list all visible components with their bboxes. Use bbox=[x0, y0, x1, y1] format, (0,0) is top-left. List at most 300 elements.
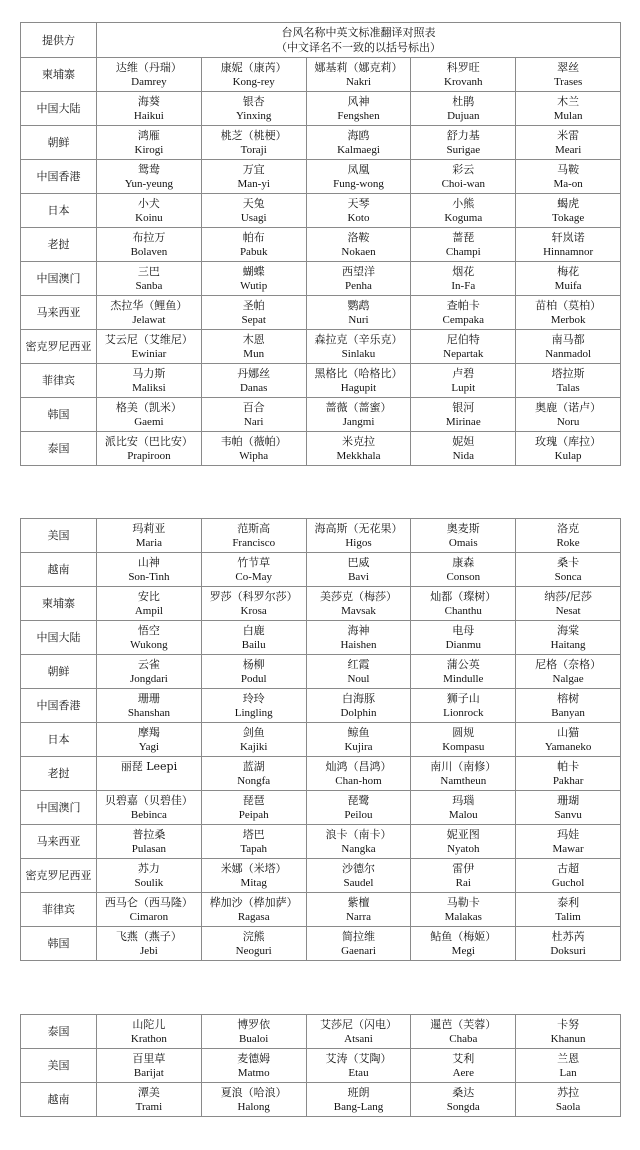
english-name: Trases bbox=[553, 76, 583, 88]
typhoon-name-cell bbox=[201, 194, 306, 228]
chinese-name: 红霞 bbox=[347, 658, 370, 671]
english-name: Wukong bbox=[130, 639, 168, 651]
chinese-name: 剑鱼 bbox=[242, 726, 265, 739]
typhoon-name-cell bbox=[516, 723, 621, 757]
provider-cell: 朝鲜 bbox=[21, 655, 97, 689]
chinese-name: 轩岚诺 bbox=[551, 231, 585, 244]
typhoon-name-cell bbox=[97, 330, 202, 364]
chinese-name: 西马仑（西马隆） bbox=[104, 896, 193, 909]
chinese-name: 银杏 bbox=[242, 95, 265, 108]
english-name: Nangka bbox=[341, 843, 376, 855]
chinese-name: 珊瑚 bbox=[557, 794, 580, 807]
english-name: Shanshan bbox=[127, 707, 170, 719]
typhoon-name-cell bbox=[97, 757, 202, 791]
typhoon-name-cell bbox=[97, 689, 202, 723]
english-name: Matmo bbox=[237, 1067, 270, 1079]
chinese-name: 塔拉斯 bbox=[551, 367, 585, 380]
english-name: Surigae bbox=[446, 144, 481, 156]
english-name: Jebi bbox=[140, 945, 158, 957]
table-row bbox=[21, 398, 621, 432]
typhoon-name-cell bbox=[306, 160, 411, 194]
chinese-name: 圣帕 bbox=[242, 299, 265, 312]
chinese-name: 鹦鹉 bbox=[347, 299, 370, 312]
english-name: Bailu bbox=[241, 639, 266, 651]
chinese-name: 榕树 bbox=[557, 692, 580, 705]
typhoon-name-cell bbox=[97, 228, 202, 262]
english-name: Usagi bbox=[240, 212, 267, 224]
typhoon-name-cell bbox=[306, 398, 411, 432]
typhoon-table-2 bbox=[20, 518, 621, 961]
chinese-name: 浪卡（南卡） bbox=[325, 828, 392, 841]
chinese-name: 桑卡 bbox=[557, 556, 580, 569]
chinese-name: 万宜 bbox=[242, 163, 265, 176]
chinese-name: 鸿雁 bbox=[137, 129, 160, 142]
typhoon-name-cell bbox=[411, 587, 516, 621]
typhoon-name-cell bbox=[516, 655, 621, 689]
english-name: Krathon bbox=[130, 1033, 167, 1045]
typhoon-name-cell bbox=[306, 228, 411, 262]
chinese-name: 海高斯（无花果） bbox=[314, 522, 403, 535]
typhoon-name-cell bbox=[201, 296, 306, 330]
english-name: Songda bbox=[446, 1101, 480, 1113]
chinese-name: 普拉桑 bbox=[132, 828, 166, 841]
english-name: Jangmi bbox=[342, 416, 375, 428]
english-name: Tapah bbox=[240, 843, 268, 855]
english-name: Prapiroon bbox=[127, 450, 171, 462]
typhoon-name-cell bbox=[411, 621, 516, 655]
provider-cell: 美国 bbox=[21, 519, 97, 553]
english-name: Dianmu bbox=[445, 639, 482, 651]
typhoon-name-cell bbox=[306, 519, 411, 553]
english-name: Pabuk bbox=[239, 246, 268, 258]
chinese-name: 古超 bbox=[557, 862, 580, 875]
chinese-name: 西望洋 bbox=[341, 265, 375, 278]
english-name: Saudel bbox=[343, 877, 374, 889]
english-name: Co-May bbox=[235, 571, 273, 583]
english-name: Francisco bbox=[232, 537, 276, 549]
english-name: Pakhar bbox=[552, 775, 584, 787]
typhoon-name-cell bbox=[516, 689, 621, 723]
english-name: Haikui bbox=[133, 110, 164, 122]
chinese-name: 帕卡 bbox=[557, 760, 580, 773]
chinese-name: 三巴 bbox=[137, 265, 160, 278]
typhoon-name-cell bbox=[201, 723, 306, 757]
typhoon-name-cell bbox=[411, 432, 516, 466]
typhoon-name-cell bbox=[201, 262, 306, 296]
typhoon-name-cell bbox=[306, 723, 411, 757]
chinese-name: 简拉维 bbox=[341, 930, 375, 943]
english-name: Aere bbox=[452, 1067, 474, 1079]
english-name: Mavsak bbox=[341, 605, 376, 617]
chinese-name: 紫檀 bbox=[347, 896, 370, 909]
chinese-name: 桃芝（桃梗） bbox=[220, 129, 287, 142]
english-name: Kulap bbox=[554, 450, 582, 462]
table-2-body bbox=[21, 519, 621, 961]
typhoon-table-1 bbox=[20, 22, 621, 466]
chinese-name: 天琴 bbox=[347, 197, 370, 210]
english-name: Dolphin bbox=[340, 707, 377, 719]
chinese-name: 竹节草 bbox=[237, 556, 271, 569]
chinese-name: 卡努 bbox=[557, 1018, 580, 1031]
table-row bbox=[21, 893, 621, 927]
table-row bbox=[21, 791, 621, 825]
typhoon-name-cell bbox=[516, 825, 621, 859]
english-name: Barijat bbox=[133, 1067, 164, 1079]
chinese-name: 贝碧嘉（贝碧佳） bbox=[104, 794, 193, 807]
english-name: Choi-wan bbox=[441, 178, 485, 190]
table-row bbox=[21, 296, 621, 330]
title-line-2: （中文译名不一致的以括号标出） bbox=[276, 41, 442, 54]
english-name: Wipha bbox=[239, 450, 269, 462]
table-row bbox=[21, 58, 621, 92]
typhoon-name-cell bbox=[97, 859, 202, 893]
typhoon-name-cell bbox=[411, 689, 516, 723]
english-name: Namtheun bbox=[440, 775, 487, 787]
chinese-name: 摩羯 bbox=[137, 726, 160, 739]
provider-cell: 中国澳门 bbox=[21, 262, 97, 296]
typhoon-name-cell bbox=[411, 791, 516, 825]
typhoon-name-cell bbox=[516, 160, 621, 194]
english-name: Gaemi bbox=[134, 416, 164, 428]
typhoon-name-cell bbox=[97, 927, 202, 961]
typhoon-name-cell bbox=[201, 330, 306, 364]
typhoon-name-cell bbox=[411, 1083, 516, 1117]
english-name: Krovanh bbox=[444, 76, 483, 88]
chinese-name: 洛克 bbox=[557, 522, 580, 535]
english-name: Merbok bbox=[550, 314, 586, 326]
chinese-name: 艾利 bbox=[452, 1052, 475, 1065]
chinese-name: 尼格（奈格） bbox=[535, 658, 602, 671]
typhoon-name-cell bbox=[201, 825, 306, 859]
chinese-name: 海葵 bbox=[137, 95, 160, 108]
chinese-name: 南川（南修） bbox=[430, 760, 497, 773]
chinese-name: 蒲公英 bbox=[446, 658, 480, 671]
chinese-name: 卢碧 bbox=[452, 367, 475, 380]
english-name: Pulasan bbox=[131, 843, 167, 855]
table-row bbox=[21, 1015, 621, 1049]
provider-cell: 中国香港 bbox=[21, 689, 97, 723]
typhoon-name-cell bbox=[411, 1015, 516, 1049]
english-name: Malakas bbox=[444, 911, 482, 923]
typhoon-name-cell bbox=[306, 1015, 411, 1049]
chinese-name: 琵琶 bbox=[242, 794, 265, 807]
english-name: Soulik bbox=[134, 877, 164, 889]
typhoon-name-cell bbox=[306, 364, 411, 398]
provider-cell: 老挝 bbox=[21, 228, 97, 262]
english-name: Bualoi bbox=[239, 1033, 269, 1045]
chinese-name: 蔷琵 bbox=[452, 231, 475, 244]
chinese-name: 玛莉亚 bbox=[132, 522, 166, 535]
english-name: Talim bbox=[555, 911, 581, 923]
provider-cell: 中国香港 bbox=[21, 160, 97, 194]
table-row bbox=[21, 825, 621, 859]
chinese-name: 海鸥 bbox=[347, 129, 370, 142]
typhoon-name-cell bbox=[516, 1083, 621, 1117]
english-name: Nida bbox=[452, 450, 474, 462]
english-name: Noru bbox=[556, 416, 580, 428]
typhoon-name-cell bbox=[201, 621, 306, 655]
english-name: Danas bbox=[239, 382, 268, 394]
english-name: Peipah bbox=[238, 809, 269, 821]
english-name: Haishen bbox=[340, 639, 377, 651]
chinese-name: 马力斯 bbox=[132, 367, 166, 380]
typhoon-name-cell bbox=[306, 194, 411, 228]
chinese-name: 山陀儿 bbox=[132, 1018, 166, 1031]
english-name: Lupit bbox=[451, 382, 476, 394]
chinese-name: 玫瑰（库拉） bbox=[535, 435, 602, 448]
provider-cell: 日本 bbox=[21, 723, 97, 757]
english-name: Yun-yeung bbox=[124, 178, 174, 190]
chinese-name: 奥鹿（诺卢） bbox=[535, 401, 602, 414]
chinese-name: 妮亚图 bbox=[446, 828, 480, 841]
english-name: Peilou bbox=[344, 809, 373, 821]
typhoon-name-cell bbox=[306, 92, 411, 126]
chinese-name: 烟花 bbox=[452, 265, 475, 278]
chinese-name: 小犬 bbox=[137, 197, 160, 210]
chinese-name: 凤凰 bbox=[347, 163, 370, 176]
typhoon-name-cell bbox=[411, 927, 516, 961]
english-name: Conson bbox=[446, 571, 481, 583]
table-header-row bbox=[21, 23, 621, 58]
english-name: Trami bbox=[135, 1101, 163, 1113]
english-name: Nongfa bbox=[237, 775, 271, 787]
typhoon-name-cell bbox=[201, 791, 306, 825]
chinese-name: 琵鹭 bbox=[347, 794, 370, 807]
typhoon-name-cell bbox=[411, 296, 516, 330]
chinese-name: 彩云 bbox=[452, 163, 475, 176]
english-name: Fung-wong bbox=[333, 178, 384, 190]
chinese-name: 范斯高 bbox=[237, 522, 271, 535]
typhoon-name-cell bbox=[411, 893, 516, 927]
english-name: Atsani bbox=[344, 1033, 373, 1045]
typhoon-name-cell bbox=[201, 859, 306, 893]
chinese-name: 灿都（璨树） bbox=[430, 590, 497, 603]
typhoon-name-cell bbox=[97, 553, 202, 587]
typhoon-name-cell bbox=[201, 126, 306, 160]
typhoon-name-cell bbox=[411, 825, 516, 859]
typhoon-name-cell bbox=[516, 194, 621, 228]
english-name: Sanvu bbox=[554, 809, 582, 821]
english-name: Cimaron bbox=[129, 911, 169, 923]
english-name: Nari bbox=[243, 416, 264, 428]
chinese-name: 米娜（米塔） bbox=[220, 862, 287, 875]
table-row bbox=[21, 927, 621, 961]
typhoon-name-cell bbox=[97, 364, 202, 398]
english-name: Mawar bbox=[552, 843, 584, 855]
typhoon-name-cell bbox=[201, 398, 306, 432]
typhoon-name-cell bbox=[306, 655, 411, 689]
chinese-name: 博罗依 bbox=[237, 1018, 271, 1031]
chinese-name: 安比 bbox=[137, 590, 160, 603]
chinese-name: 银河 bbox=[452, 401, 475, 414]
provider-cell: 朝鲜 bbox=[21, 126, 97, 160]
typhoon-name-cell bbox=[516, 330, 621, 364]
chinese-name: 娜基莉（娜克莉） bbox=[314, 61, 403, 74]
typhoon-name-cell bbox=[201, 92, 306, 126]
english-name: Narra bbox=[345, 911, 372, 923]
chinese-name: 圆规 bbox=[452, 726, 475, 739]
english-name: Banyan bbox=[551, 707, 585, 719]
provider-cell: 中国大陆 bbox=[21, 621, 97, 655]
typhoon-name-cell bbox=[201, 587, 306, 621]
table-row bbox=[21, 330, 621, 364]
english-name: Ampil bbox=[134, 605, 163, 617]
chinese-name: 桦加沙（桦加萨） bbox=[209, 896, 298, 909]
chinese-name: 杰拉华（鲤鱼） bbox=[110, 299, 188, 312]
chinese-name: 白鹿 bbox=[242, 624, 265, 637]
typhoon-name-cell bbox=[97, 791, 202, 825]
table-row bbox=[21, 655, 621, 689]
typhoon-name-cell bbox=[306, 621, 411, 655]
table-row bbox=[21, 519, 621, 553]
table-row bbox=[21, 723, 621, 757]
english-name: Lionrock bbox=[443, 707, 484, 719]
chinese-name: 百合 bbox=[242, 401, 265, 414]
provider-cell: 柬埔寨 bbox=[21, 587, 97, 621]
english-name: Bolaven bbox=[130, 246, 168, 258]
chinese-name: 电母 bbox=[452, 624, 475, 637]
typhoon-name-cell bbox=[411, 519, 516, 553]
provider-cell: 中国澳门 bbox=[21, 791, 97, 825]
english-name: Kajiki bbox=[239, 741, 268, 753]
chinese-name: 苏拉 bbox=[557, 1086, 580, 1099]
typhoon-name-cell bbox=[97, 825, 202, 859]
english-name: Doksuri bbox=[550, 945, 586, 957]
typhoon-name-cell bbox=[411, 859, 516, 893]
english-name: Mirinae bbox=[445, 416, 481, 428]
chinese-name: 美莎克（梅莎） bbox=[319, 590, 397, 603]
table-row bbox=[21, 228, 621, 262]
chinese-name: 查帕卡 bbox=[446, 299, 480, 312]
chinese-name: 夏浪（哈浪） bbox=[220, 1086, 287, 1099]
chinese-name: 马勒卡 bbox=[446, 896, 480, 909]
typhoon-name-cell bbox=[516, 228, 621, 262]
chinese-name: 鲸鱼 bbox=[347, 726, 370, 739]
english-name: Bang-Lang bbox=[333, 1101, 384, 1113]
english-name: Chan-hom bbox=[335, 775, 382, 787]
english-name: Ragasa bbox=[237, 911, 270, 923]
typhoon-name-cell bbox=[201, 927, 306, 961]
provider-cell: 中国大陆 bbox=[21, 92, 97, 126]
chinese-name: 康森 bbox=[452, 556, 475, 569]
english-name: Yamaneko bbox=[544, 741, 592, 753]
typhoon-name-cell bbox=[201, 58, 306, 92]
typhoon-name-cell bbox=[306, 432, 411, 466]
chinese-name: 灿鸿（昌鸿） bbox=[325, 760, 392, 773]
chinese-name: 天兔 bbox=[242, 197, 265, 210]
english-name: Kong-rey bbox=[232, 76, 275, 88]
typhoon-name-cell bbox=[306, 587, 411, 621]
chinese-name: 百里草 bbox=[132, 1052, 166, 1065]
typhoon-name-cell bbox=[306, 126, 411, 160]
chinese-name: 泰利 bbox=[557, 896, 580, 909]
english-name: Mulan bbox=[553, 110, 583, 122]
english-name: Bebinca bbox=[130, 809, 167, 821]
typhoon-name-cell bbox=[516, 927, 621, 961]
table-row bbox=[21, 160, 621, 194]
english-name: Lan bbox=[559, 1067, 577, 1079]
typhoon-name-cell bbox=[97, 1083, 202, 1117]
table-row bbox=[21, 126, 621, 160]
chinese-name: 塔巴 bbox=[242, 828, 265, 841]
typhoon-name-cell bbox=[97, 519, 202, 553]
english-name: Son-Tinh bbox=[128, 571, 170, 583]
chinese-name: 飞燕（燕子） bbox=[115, 930, 182, 943]
chinese-name: 杜苏芮 bbox=[551, 930, 585, 943]
english-name: Mitag bbox=[240, 877, 267, 889]
english-name: Hagupit bbox=[340, 382, 377, 394]
chinese-name: 鲇鱼（梅姬） bbox=[430, 930, 497, 943]
english-name: Gaenari bbox=[341, 945, 376, 957]
typhoon-name-cell bbox=[97, 655, 202, 689]
english-name: Kujira bbox=[344, 741, 373, 753]
chinese-name: 蔷薇（蔷蜜） bbox=[325, 401, 392, 414]
chinese-name: 蝎虎 bbox=[557, 197, 580, 210]
typhoon-name-cell bbox=[201, 893, 306, 927]
typhoon-name-cell bbox=[411, 330, 516, 364]
english-name: Damrey bbox=[131, 76, 167, 88]
english-name: Dujuan bbox=[447, 110, 480, 122]
typhoon-name-cell bbox=[201, 432, 306, 466]
chinese-name: 鸳鸯 bbox=[137, 163, 160, 176]
chinese-name: 云雀 bbox=[137, 658, 160, 671]
english-name: Megi bbox=[451, 945, 475, 957]
typhoon-name-cell bbox=[411, 364, 516, 398]
english-name: Rai bbox=[455, 877, 471, 889]
english-name: Guchol bbox=[551, 877, 585, 889]
english-name: Sepat bbox=[241, 314, 266, 326]
typhoon-name-cell bbox=[201, 1015, 306, 1049]
typhoon-name-cell bbox=[411, 58, 516, 92]
english-name: Nokaen bbox=[341, 246, 376, 258]
typhoon-name-cell bbox=[201, 228, 306, 262]
chinese-name: 丹娜丝 bbox=[237, 367, 271, 380]
provider-cell: 日本 bbox=[21, 194, 97, 228]
typhoon-name-cell bbox=[516, 1049, 621, 1083]
english-name: Nanmadol bbox=[545, 348, 592, 360]
english-name: Cempaka bbox=[442, 314, 485, 326]
english-name: Muifa bbox=[554, 280, 582, 292]
english-name: Penha bbox=[345, 280, 372, 292]
chinese-name: 康妮（康芮） bbox=[220, 61, 287, 74]
typhoon-table-3 bbox=[20, 1014, 621, 1117]
english-name: Lingling bbox=[234, 707, 273, 719]
provider-header: 提供方 bbox=[21, 23, 97, 58]
chinese-name: 苏力 bbox=[137, 862, 160, 875]
typhoon-name-cell bbox=[306, 1049, 411, 1083]
provider-cell: 马来西亚 bbox=[21, 296, 97, 330]
typhoon-name-cell bbox=[97, 296, 202, 330]
typhoon-name-cell bbox=[306, 330, 411, 364]
english-name: Hinnamnor bbox=[543, 246, 594, 258]
chinese-name: 兰恩 bbox=[557, 1052, 580, 1065]
provider-cell: 菲律宾 bbox=[21, 364, 97, 398]
typhoon-name-cell bbox=[306, 791, 411, 825]
chinese-name: 翠丝 bbox=[557, 61, 580, 74]
chinese-name: 格美（凯米） bbox=[115, 401, 182, 414]
typhoon-name-cell bbox=[306, 893, 411, 927]
chinese-name: 玲玲 bbox=[242, 692, 265, 705]
english-name: Chaba bbox=[449, 1033, 478, 1045]
english-name bbox=[97, 774, 201, 789]
table-row bbox=[21, 1083, 621, 1117]
typhoon-name-cell bbox=[201, 689, 306, 723]
typhoon-name-cell bbox=[411, 194, 516, 228]
typhoon-name-cell bbox=[411, 398, 516, 432]
chinese-name: 蝴蝶 bbox=[242, 265, 265, 278]
english-name: Malou bbox=[448, 809, 478, 821]
english-name: Koinu bbox=[135, 212, 163, 224]
